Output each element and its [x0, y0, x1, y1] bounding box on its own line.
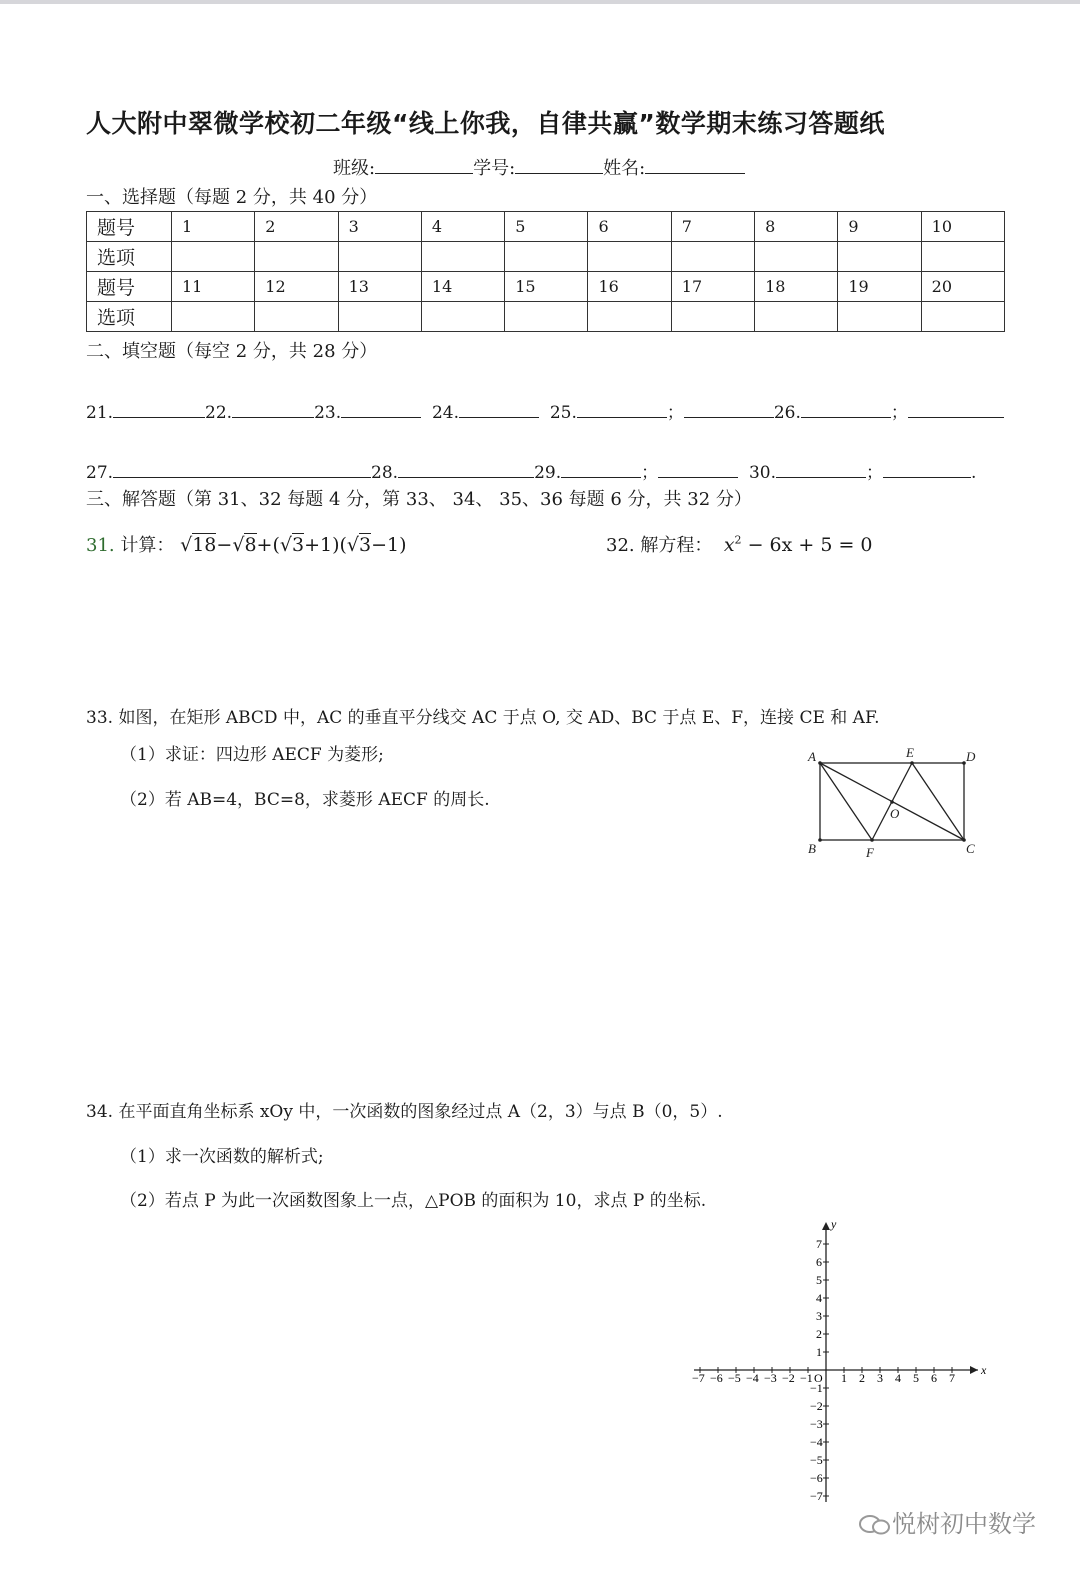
- x-tick-label: 7: [949, 1371, 955, 1385]
- x-tick-label: 6: [931, 1371, 937, 1385]
- x-arrow: [970, 1366, 978, 1374]
- var-x: x: [723, 534, 735, 556]
- point-b: [818, 838, 822, 842]
- answer-cell[interactable]: [671, 242, 754, 272]
- y-tick-label: −1: [810, 1381, 823, 1395]
- q21-blank[interactable]: [113, 399, 205, 418]
- radicand-18: 18: [192, 534, 217, 556]
- q22-blank[interactable]: [232, 399, 314, 418]
- coordinate-plane: [690, 1218, 990, 1508]
- table-row: [87, 272, 1005, 302]
- fill-row-2: [86, 458, 976, 483]
- q29-blank-b[interactable]: [658, 459, 738, 478]
- y-tick-label: 4: [816, 1291, 822, 1305]
- qnum-cell: 4: [421, 212, 504, 242]
- q23-blank[interactable]: [341, 399, 421, 418]
- qnum-cell: 5: [505, 212, 588, 242]
- answer-cell[interactable]: [588, 302, 671, 332]
- x-tick-label: −5: [728, 1371, 741, 1385]
- section1-heading: 一、选择题（每题 2 分，共 40 分）: [86, 187, 378, 208]
- page-title: 人大附中翠微学校初二年级“线上你我，自律共赢”数学期末练习答题纸: [86, 109, 885, 138]
- qnum-cell: 1: [172, 212, 255, 242]
- answer-cell[interactable]: [172, 242, 255, 272]
- q31-expression: √18−√8+(√3+1)(√3−1): [180, 534, 407, 556]
- x-tick-label: −4: [746, 1371, 759, 1385]
- q32-equation: [724, 534, 873, 556]
- fill-row-1: [86, 398, 1004, 423]
- class-label: 班级:: [333, 158, 376, 179]
- segment-ce: [912, 763, 964, 840]
- y-tick-label: 7: [816, 1237, 822, 1251]
- answer-cell[interactable]: [338, 242, 421, 272]
- q29-label: 29.: [534, 463, 562, 483]
- semicolon: ；: [641, 463, 659, 483]
- qnum-cell: 19: [838, 272, 921, 302]
- qnum-cell: 17: [671, 272, 754, 302]
- period: .: [971, 463, 977, 483]
- q26-blank-b[interactable]: [908, 399, 1004, 418]
- y-tick-label: −2: [810, 1399, 823, 1413]
- qnum-cell: 10: [921, 212, 1004, 242]
- q25-blank-b[interactable]: [684, 399, 774, 418]
- segment-af: [820, 763, 872, 840]
- qnum-cell: 6: [588, 212, 671, 242]
- x-tick-label: 5: [913, 1371, 919, 1385]
- radicand-3b: 3: [359, 534, 372, 556]
- q31-instruction: 计算：: [120, 535, 175, 556]
- label-f: F: [866, 845, 874, 860]
- y-tick-label: 3: [816, 1309, 822, 1323]
- q26-blank-a[interactable]: [801, 399, 891, 418]
- answer-cell[interactable]: [255, 242, 338, 272]
- qnum-cell: 8: [755, 212, 838, 242]
- q33-part2: （2）若 AB=4，BC=8，求菱形 AECF 的周长.: [120, 790, 490, 810]
- x-tick-label: −1: [800, 1371, 813, 1385]
- watermark-text: 悦树初中数学: [892, 1510, 1036, 1538]
- top-bar: [0, 0, 1080, 4]
- q24-blank[interactable]: [459, 399, 539, 418]
- x-tick-label: 2: [859, 1371, 865, 1385]
- label-b: B: [808, 841, 816, 856]
- section2-heading: 二、填空题（每空 2 分，共 28 分）: [86, 341, 378, 362]
- q32-instruction: 解方程：: [640, 535, 713, 556]
- qnum-cell: 15: [505, 272, 588, 302]
- q31-number: 31.: [86, 535, 115, 556]
- answer-cell[interactable]: [255, 302, 338, 332]
- q28-label: 28.: [371, 463, 399, 483]
- answer-cell[interactable]: [838, 242, 921, 272]
- qnum-cell: 12: [255, 272, 338, 302]
- x-tick-label: −7: [692, 1371, 705, 1385]
- x-tick-label: −2: [782, 1371, 795, 1385]
- qnum-cell: 3: [338, 212, 421, 242]
- table-row: [87, 302, 1005, 332]
- minus-sign: −: [216, 534, 233, 556]
- y-tick-label: −5: [810, 1453, 823, 1467]
- y-tick-label: 1: [816, 1345, 822, 1359]
- class-blank[interactable]: [375, 155, 473, 174]
- qnum-cell: 11: [172, 272, 255, 302]
- section3-heading: 三、解答题（第 31、32 每题 4 分，第 33、 34、 35、36 每题 6 分，共 32 分）: [86, 489, 752, 510]
- y-tick-label: 2: [816, 1327, 822, 1341]
- qnum-cell: 13: [338, 272, 421, 302]
- answer-cell[interactable]: [505, 302, 588, 332]
- equation-rest: − 6x + 5 = 0: [741, 534, 873, 556]
- q25-label: 25.: [549, 403, 577, 423]
- answer-cell[interactable]: [838, 302, 921, 332]
- qnum-cell: 14: [421, 272, 504, 302]
- y-tick-label: −7: [810, 1489, 823, 1503]
- answer-cell[interactable]: [505, 242, 588, 272]
- q30-label: 30.: [748, 463, 776, 483]
- watermark: [858, 1504, 1036, 1539]
- x-tick-label: 1: [841, 1371, 847, 1385]
- x-tick-label: 4: [895, 1371, 901, 1385]
- x-tick-label: −3: [764, 1371, 777, 1385]
- q33-part1: （1）求证：四边形 AECF 为菱形;: [120, 745, 384, 765]
- q27-blank[interactable]: [113, 459, 371, 478]
- y-tick-label: 5: [816, 1273, 822, 1287]
- q27-label: 27.: [86, 463, 114, 483]
- rectangle-figure: [800, 742, 985, 862]
- q34-part1: （1）求一次函数的解析式;: [120, 1147, 324, 1167]
- q30-blank-a[interactable]: [776, 459, 866, 478]
- answer-cell[interactable]: [921, 302, 1004, 332]
- q23-label: 23.: [314, 403, 342, 423]
- point-f: [870, 838, 874, 842]
- q24-label: 24.: [431, 403, 459, 423]
- label-o: O: [890, 806, 900, 821]
- origin-label: O: [814, 1371, 823, 1385]
- answer-cell[interactable]: [421, 302, 504, 332]
- row-label-num: 题号: [87, 272, 172, 302]
- point-e: [910, 761, 914, 765]
- y-tick-label: −4: [810, 1435, 823, 1449]
- q31: [86, 531, 407, 557]
- q34-stem: 34. 在平面直角坐标系 xOy 中，一次函数的图象经过点 A（2，3）与点 B（0，5）.: [86, 1102, 723, 1122]
- semicolon: ；: [890, 403, 908, 423]
- q25-blank-a[interactable]: [577, 399, 667, 418]
- y-tick-label: −3: [810, 1417, 823, 1431]
- q33-stem: 33. 如图，在矩形 ABCD 中，AC 的垂直平分线交 AC 于点 O, 交 AD、BC 于点 E、F，连接 CE 和 AF.: [86, 708, 880, 728]
- q21-label: 21.: [86, 403, 114, 423]
- q32: [606, 531, 873, 557]
- point-o: [890, 800, 894, 804]
- qnum-cell: 20: [921, 272, 1004, 302]
- exponent: 2: [734, 533, 742, 547]
- label-d: D: [966, 749, 976, 764]
- table-row: [87, 242, 1005, 272]
- answer-cell[interactable]: [421, 242, 504, 272]
- q34-part2: （2）若点 P 为此一次函数图象上一点，△POB 的面积为 10，求点 P 的坐标.: [120, 1191, 707, 1211]
- id-blank[interactable]: [515, 155, 603, 174]
- radicand-3a: 3: [291, 534, 305, 556]
- x-tick-label: −6: [710, 1371, 723, 1385]
- row-label-num: 题号: [87, 212, 172, 242]
- label-c: C: [966, 841, 975, 856]
- q32-number: 32.: [606, 535, 635, 556]
- row-label-opt: 选项: [87, 302, 172, 332]
- row-label-opt: 选项: [87, 242, 172, 272]
- q30-blank-b[interactable]: [883, 459, 971, 478]
- wechat-icon: [858, 1514, 892, 1536]
- name-label: 姓名:: [603, 158, 646, 179]
- id-label: 学号:: [473, 158, 516, 179]
- radicand-8: 8: [244, 534, 257, 556]
- qnum-cell: 7: [671, 212, 754, 242]
- x-axis-label: x: [981, 1363, 987, 1377]
- plus-open: +(: [256, 534, 280, 556]
- semicolon: ；: [866, 463, 883, 483]
- mid-term: +1)(: [304, 534, 347, 556]
- table-row: [87, 212, 1005, 242]
- x-tick-label: 3: [877, 1371, 883, 1385]
- q26-label: 26.: [773, 403, 801, 423]
- name-blank[interactable]: [645, 155, 745, 174]
- qnum-cell: 18: [755, 272, 838, 302]
- student-info: [333, 154, 745, 180]
- choice-answer-table: [86, 211, 1005, 332]
- y-tick-label: 6: [816, 1255, 822, 1269]
- y-axis-label: y: [831, 1218, 837, 1231]
- q29-blank-a[interactable]: [561, 459, 641, 478]
- q28-blank[interactable]: [398, 459, 534, 478]
- y-tick-label: −6: [810, 1471, 823, 1485]
- qnum-cell: 2: [255, 212, 338, 242]
- answer-cell[interactable]: [921, 242, 1004, 272]
- semicolon: ；: [666, 403, 684, 423]
- close-term: −1): [371, 534, 407, 556]
- point-a: [818, 761, 822, 765]
- answer-cell[interactable]: [671, 302, 754, 332]
- label-e: E: [906, 745, 914, 760]
- answer-cell[interactable]: [755, 302, 838, 332]
- qnum-cell: 9: [838, 212, 921, 242]
- answer-cell[interactable]: [172, 302, 255, 332]
- y-arrow: [822, 1222, 830, 1230]
- answer-cell[interactable]: [755, 242, 838, 272]
- answer-cell[interactable]: [588, 242, 671, 272]
- q22-label: 22.: [205, 403, 233, 423]
- label-a: A: [808, 749, 816, 764]
- qnum-cell: 16: [588, 272, 671, 302]
- answer-cell[interactable]: [338, 302, 421, 332]
